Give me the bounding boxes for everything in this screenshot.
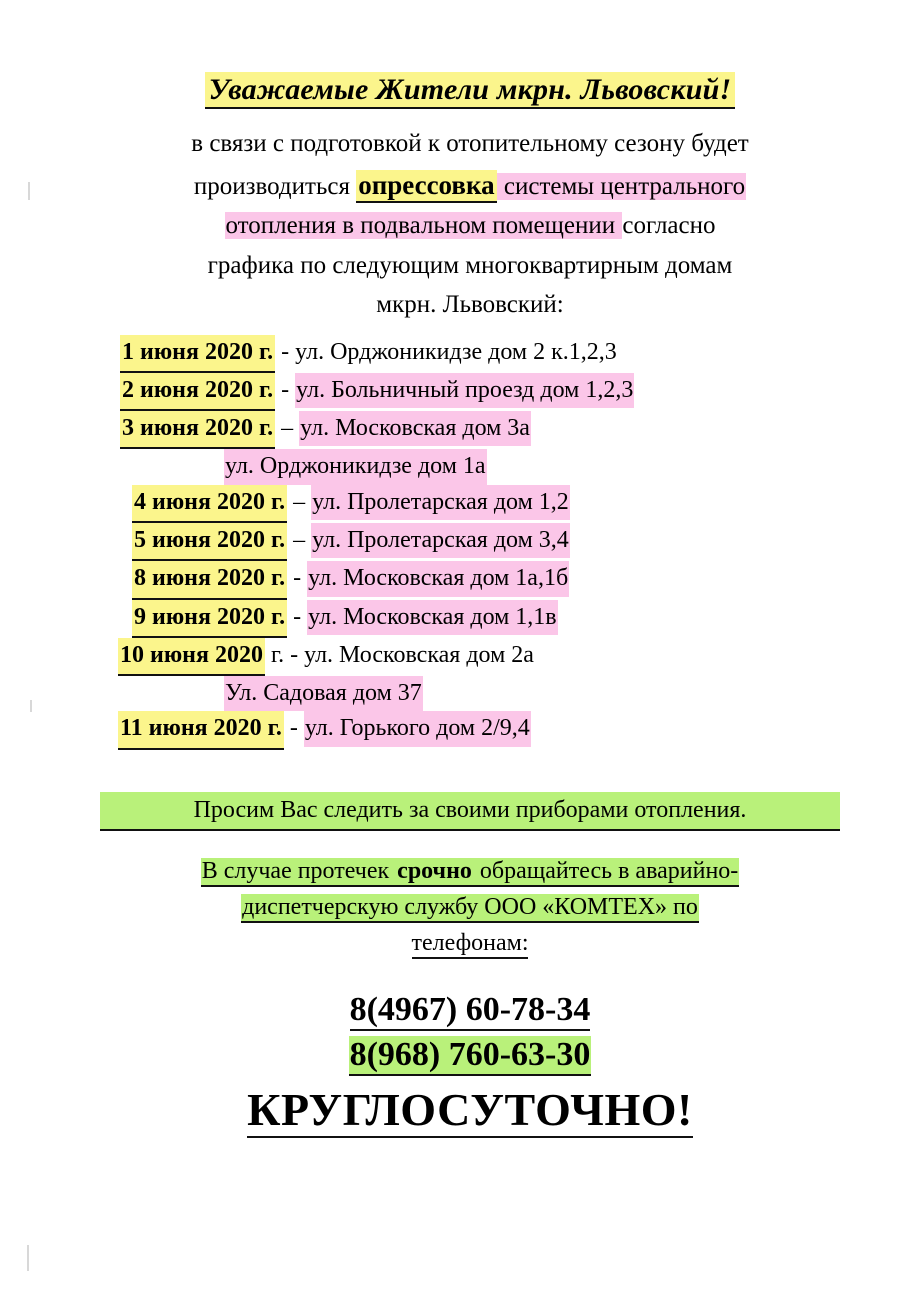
schedule-address: ул. Московская дом 1,1в — [307, 600, 557, 635]
schedule-row — [100, 335, 840, 373]
oppressovka-word: опрессовка — [356, 170, 496, 203]
schedule-address: Ул. Садовая дом 37 — [224, 676, 423, 711]
phone-number-primary-wrap — [100, 987, 840, 1033]
schedule-separator: - — [281, 376, 290, 403]
schedule-separator: г. - — [270, 641, 299, 668]
schedule-separator: – — [293, 526, 306, 553]
intro-line-3 — [100, 206, 840, 246]
schedule-separator: - — [293, 565, 302, 592]
schedule-row — [100, 523, 840, 561]
intro-line-3-part-a: отопления в подвальном помещении — [225, 212, 622, 240]
schedule-date: 8 июня 2020 г. — [132, 561, 287, 599]
schedule-separator: - — [281, 338, 290, 365]
schedule-address: ул. Пролетарская дом 1,2 — [311, 485, 570, 520]
round-the-clock-text: КРУГЛОСУТОЧНО! — [247, 1084, 693, 1138]
schedule-date: 5 июня 2020 г. — [132, 523, 287, 561]
notice-follow-devices-text: Просим Вас следить за своими приборами отопления. — [100, 792, 840, 831]
schedule-separator: – — [293, 488, 306, 515]
phone-numbers — [100, 987, 840, 1079]
urgent-word: срочно — [396, 858, 473, 887]
notice-emergency — [100, 853, 840, 961]
phone-number-secondary-wrap — [100, 1032, 840, 1078]
notice-emergency-part-c: обращайтесь в аварийно- — [473, 858, 739, 887]
schedule-list — [100, 335, 840, 750]
schedule-address: ул. Горького дом 2/9,4 — [304, 711, 531, 746]
notice-emergency-part-a: В случае протечек — [201, 858, 396, 887]
schedule-date: 1 июня 2020 г. — [120, 335, 275, 373]
intro-line-2 — [100, 164, 840, 207]
intro-paragraph — [100, 124, 840, 325]
intro-line-5: мкрн. Львовский: — [376, 291, 564, 319]
intro-line-4: графика по следующим многоквартирным домам — [207, 251, 733, 279]
schedule-address: ул. Орджоникидзе дом 1а — [224, 449, 487, 484]
schedule-separator: – — [281, 415, 294, 442]
schedule-date: 9 июня 2020 г. — [132, 600, 287, 638]
schedule-date: 10 июня 2020 — [118, 638, 265, 676]
schedule-row — [100, 449, 840, 484]
page-title-text: Уважаемые Жители мкрн. Львовский! — [205, 72, 736, 109]
schedule-date: 3 июня 2020 г. — [120, 411, 275, 449]
schedule-date: 11 июня 2020 г. — [118, 711, 284, 749]
schedule-address: ул. Орджоникидзе дом 2 к.1,2,3 — [295, 338, 617, 365]
notice-emergency-line-3 — [100, 925, 840, 961]
notice-content — [100, 72, 840, 1137]
phone-number-secondary: 8(968) 760-63-30 — [349, 1036, 592, 1076]
scan-artifact — [27, 1245, 29, 1271]
schedule-separator: - — [289, 715, 298, 742]
notice-emergency-line-3-text: телефонам: — [412, 930, 529, 959]
schedule-row — [100, 373, 840, 411]
notice-emergency-line-1 — [100, 853, 840, 889]
scan-artifact — [30, 700, 32, 712]
phone-number-primary: 8(4967) 60-78-34 — [350, 991, 591, 1031]
notice-emergency-line-2-text: диспетчерскую службу ООО «КОМТЕХ» по — [241, 894, 699, 923]
schedule-row — [100, 561, 840, 599]
notice-emergency-line-2 — [100, 889, 840, 925]
schedule-row — [100, 600, 840, 638]
scan-artifact — [28, 182, 30, 200]
schedule-row — [100, 411, 840, 449]
schedule-row — [100, 485, 840, 523]
schedule-row — [100, 638, 840, 676]
page-title — [100, 72, 840, 108]
intro-line-2-part-a: производиться — [193, 172, 357, 200]
schedule-address: ул. Московская дом 2а — [304, 641, 534, 668]
intro-line-2-part-c: системы центрального — [497, 172, 746, 200]
intro-line-1: в связи с подготовкой к отопительному сезону будет — [191, 130, 749, 157]
round-the-clock-notice — [100, 1084, 840, 1137]
schedule-row — [100, 676, 840, 711]
schedule-address: ул. Пролетарская дом 3,4 — [311, 523, 570, 558]
schedule-address: ул. Московская дом 1а,1б — [307, 561, 569, 596]
schedule-address: ул. Московская дом 3а — [299, 411, 531, 446]
schedule-address: ул. Больничный проезд дом 1,2,3 — [295, 373, 634, 408]
schedule-date: 2 июня 2020 г. — [120, 373, 275, 411]
schedule-row — [100, 711, 840, 749]
intro-line-3-part-b: согласно — [622, 212, 716, 240]
notice-follow-devices — [100, 792, 840, 831]
schedule-separator: - — [293, 603, 302, 630]
schedule-date: 4 июня 2020 г. — [132, 485, 287, 523]
